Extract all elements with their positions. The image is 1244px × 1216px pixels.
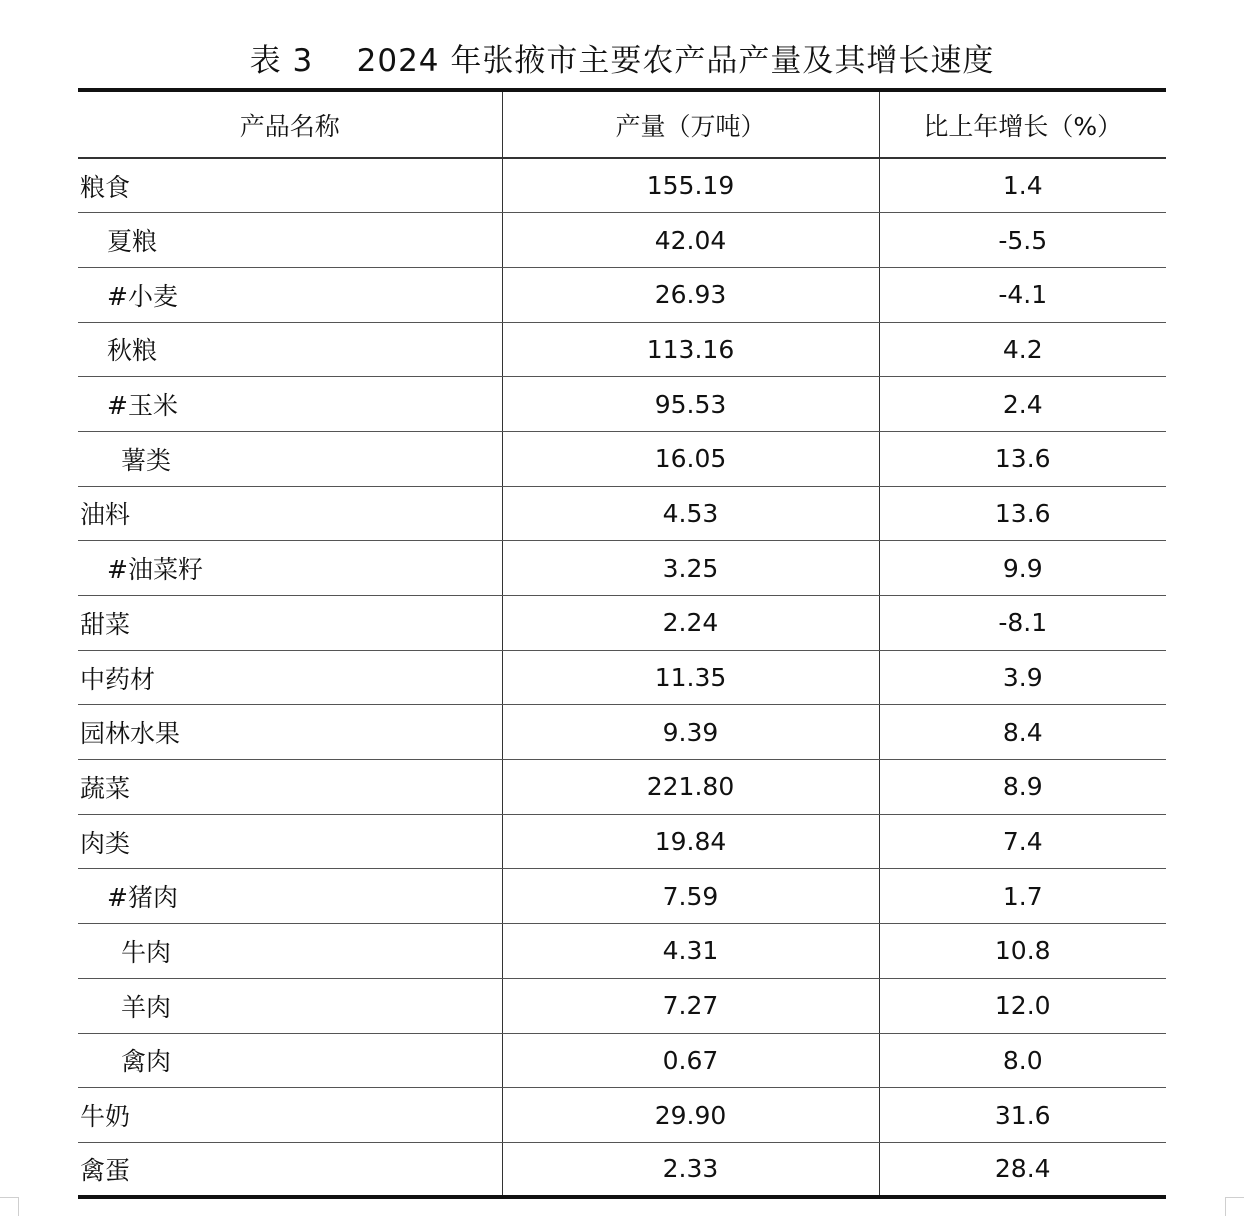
cell-output: 155.19: [502, 158, 879, 213]
cell-product-name: 粮食: [78, 158, 502, 213]
cell-output: 7.59: [502, 869, 879, 924]
table-container: [78, 88, 1166, 1199]
cell-growth: -5.5: [879, 213, 1166, 268]
table-row: [78, 486, 1166, 541]
table-row: [78, 924, 1166, 979]
cell-growth: 13.6: [879, 486, 1166, 541]
cell-growth: 8.9: [879, 760, 1166, 815]
table-header-row: [78, 90, 1166, 158]
table-title: 表 3 2024 年张掖市主要农产品产量及其增长速度: [249, 43, 995, 79]
cell-product-name: 羊肉: [78, 978, 502, 1033]
cell-product-name: 蔬菜: [78, 760, 502, 815]
cell-output: 4.53: [502, 486, 879, 541]
table-row: [78, 760, 1166, 815]
table-row: [78, 158, 1166, 213]
cell-growth: 2.4: [879, 377, 1166, 432]
crop-mark-bottom-right: [1225, 1197, 1244, 1216]
table-row: [78, 978, 1166, 1033]
table-row: [78, 1142, 1166, 1197]
cell-growth: 10.8: [879, 924, 1166, 979]
cell-product-name: 牛奶: [78, 1088, 502, 1143]
table-row: [78, 650, 1166, 705]
cell-growth: 12.0: [879, 978, 1166, 1033]
cell-output: 0.67: [502, 1033, 879, 1088]
table-row: [78, 596, 1166, 651]
cell-product-name: 甜菜: [78, 596, 502, 651]
crop-mark-bottom-left: [0, 1197, 19, 1216]
cell-product-name: 禽蛋: [78, 1142, 502, 1197]
cell-growth: 13.6: [879, 431, 1166, 486]
cell-product-name: #油菜籽: [78, 541, 502, 596]
cell-product-name: 油料: [78, 486, 502, 541]
cell-output: 26.93: [502, 267, 879, 322]
cell-output: 221.80: [502, 760, 879, 815]
cell-output: 2.33: [502, 1142, 879, 1197]
cell-output: 2.24: [502, 596, 879, 651]
cell-output: 4.31: [502, 924, 879, 979]
cell-product-name: 秋粮: [78, 322, 502, 377]
cell-output: 42.04: [502, 213, 879, 268]
cell-output: 29.90: [502, 1088, 879, 1143]
table-row: [78, 705, 1166, 760]
cell-growth: 31.6: [879, 1088, 1166, 1143]
cell-output: 19.84: [502, 814, 879, 869]
cell-product-name: 园林水果: [78, 705, 502, 760]
cell-growth: 9.9: [879, 541, 1166, 596]
cell-product-name: 肉类: [78, 814, 502, 869]
table-row: [78, 541, 1166, 596]
cell-product-name: #猪肉: [78, 869, 502, 924]
cell-product-name: 禽肉: [78, 1033, 502, 1088]
cell-output: 113.16: [502, 322, 879, 377]
cell-growth: 8.0: [879, 1033, 1166, 1088]
cell-growth: -8.1: [879, 596, 1166, 651]
table-row: [78, 869, 1166, 924]
header-output: 产量（万吨）: [502, 90, 879, 158]
cell-output: 7.27: [502, 978, 879, 1033]
cell-growth: 28.4: [879, 1142, 1166, 1197]
cell-output: 9.39: [502, 705, 879, 760]
table-row: [78, 213, 1166, 268]
cell-product-name: 薯类: [78, 431, 502, 486]
cell-output: 3.25: [502, 541, 879, 596]
cell-growth: 4.2: [879, 322, 1166, 377]
table-row: [78, 322, 1166, 377]
cell-product-name: 夏粮: [78, 213, 502, 268]
cell-growth: 3.9: [879, 650, 1166, 705]
cell-output: 16.05: [502, 431, 879, 486]
cell-growth: 7.4: [879, 814, 1166, 869]
cell-output: 11.35: [502, 650, 879, 705]
cell-output: 95.53: [502, 377, 879, 432]
table-row: [78, 814, 1166, 869]
cell-product-name: #玉米: [78, 377, 502, 432]
table-row: [78, 431, 1166, 486]
cell-product-name: #小麦: [78, 267, 502, 322]
table-row: [78, 1088, 1166, 1143]
cell-growth: -4.1: [879, 267, 1166, 322]
table-body: [78, 158, 1166, 1197]
cell-growth: 1.4: [879, 158, 1166, 213]
cell-growth: 8.4: [879, 705, 1166, 760]
cell-product-name: 中药材: [78, 650, 502, 705]
table-row: [78, 1033, 1166, 1088]
header-growth: 比上年增长（%）: [879, 90, 1166, 158]
agri-products-table: [78, 88, 1166, 1199]
cell-growth: 1.7: [879, 869, 1166, 924]
table-row: [78, 377, 1166, 432]
header-product-name: 产品名称: [78, 90, 502, 158]
cell-product-name: 牛肉: [78, 924, 502, 979]
table-row: [78, 267, 1166, 322]
